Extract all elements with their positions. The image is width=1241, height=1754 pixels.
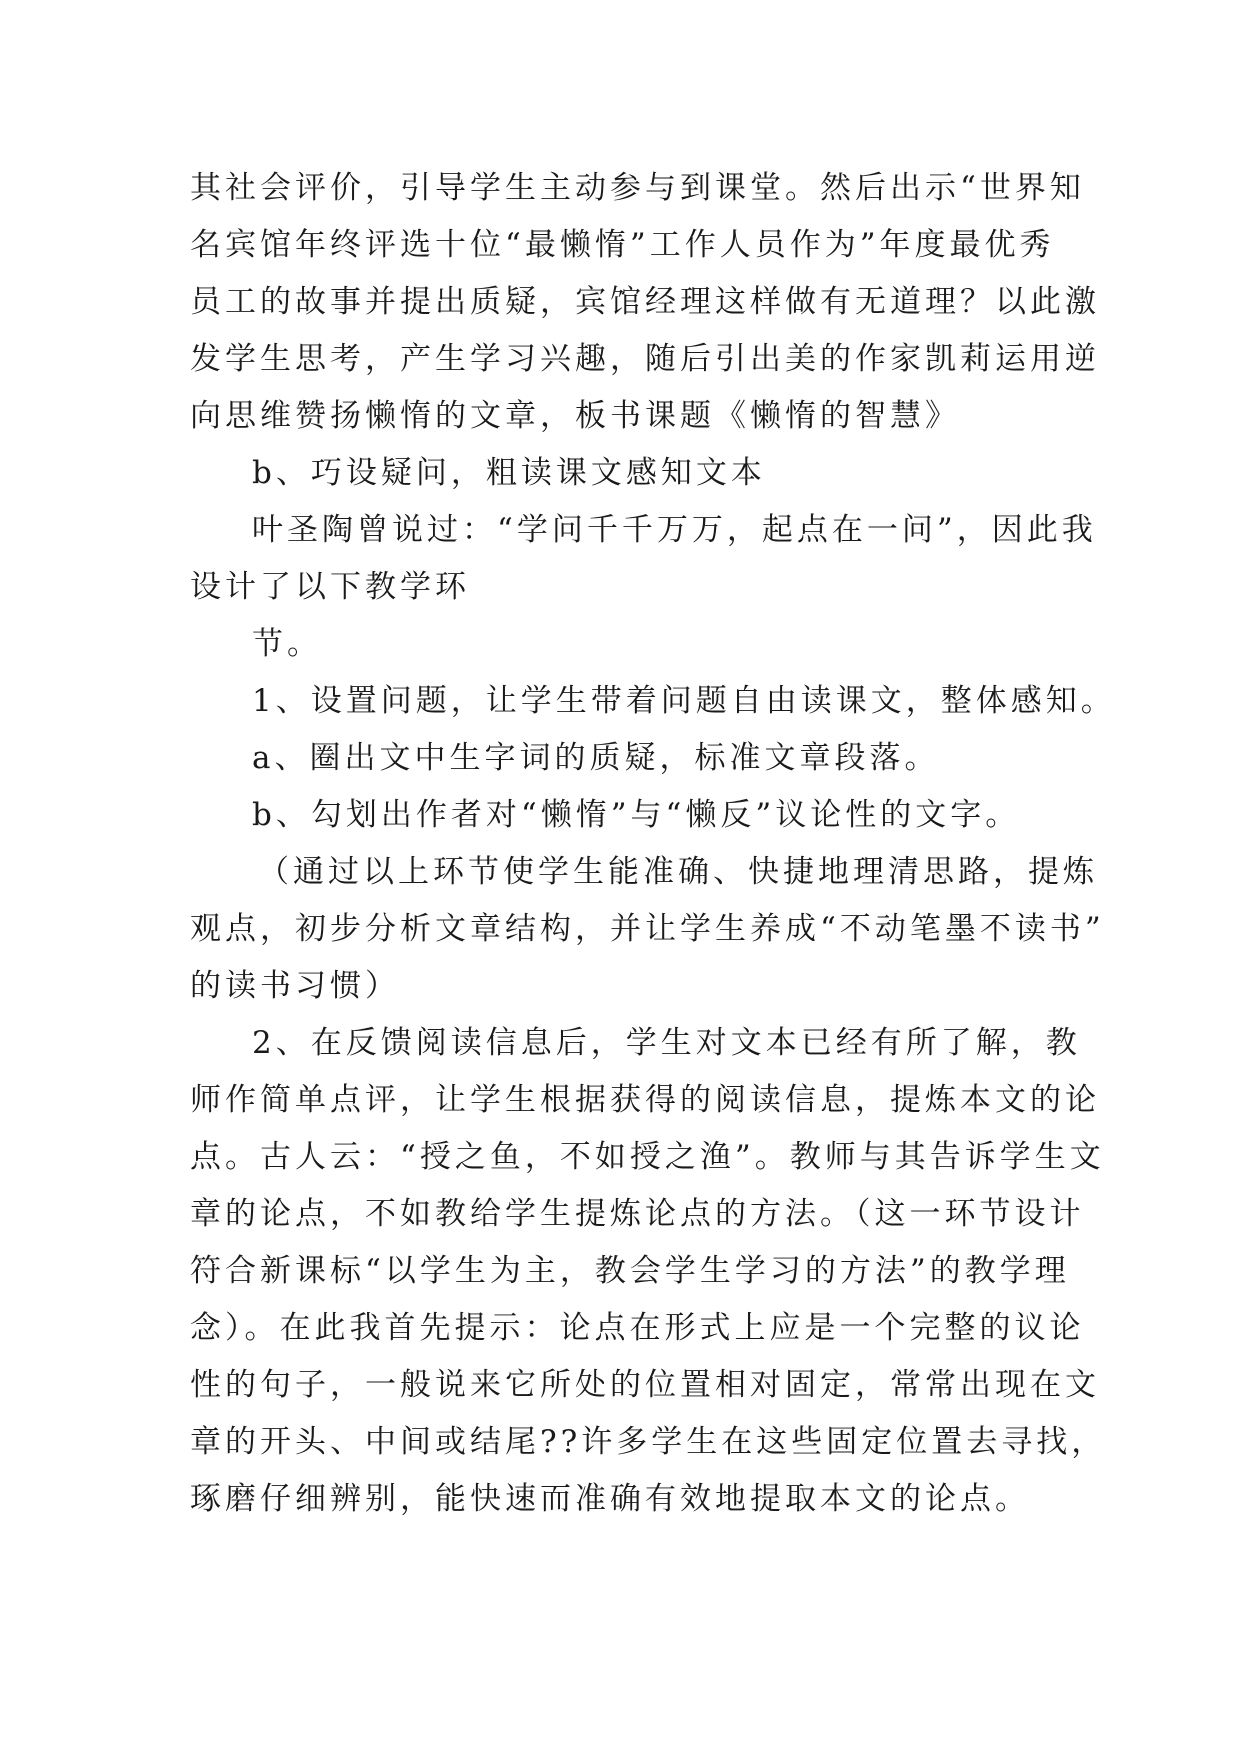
- section-heading: b、巧设疑问，粗读课文感知文本: [252, 455, 766, 491]
- text-line: 章的开头、中间或结尾??许多学生在这些固定位置去寻找，: [190, 1424, 1107, 1460]
- text-line: 性的句子，一般说来它所处的位置相对固定，常常出现在文: [190, 1367, 1100, 1403]
- text-line: 节。: [252, 626, 322, 662]
- text-line: （通过以上环节使学生能准确、快捷地理清思路，提炼: [258, 854, 1098, 890]
- list-item: 2、在反馈阅读信息后，学生对文本已经有所了解，教: [252, 1025, 1081, 1061]
- list-item: 1、设置问题，让学生带着问题自由读课文，整体感知。: [252, 683, 1116, 719]
- text-line: 设计了以下教学环: [190, 569, 470, 605]
- text-line: 叶圣陶曾说过：“学问千千万万，起点在一问”，因此我: [252, 512, 1097, 548]
- text-line: 员工的故事并提出质疑，宾馆经理这样做有无道理？以此激: [190, 284, 1100, 320]
- text-line: 名宾馆年终评选十位“最懒惰”工作人员作为”年度最优秀: [190, 227, 1055, 263]
- list-item: b、勾划出作者对“懒惰”与“懒反”议论性的文字。: [252, 797, 1021, 833]
- text-line: 章的论点，不如教给学生提炼论点的方法。（这一环节设计: [190, 1196, 1085, 1232]
- text-line: 符合新课标“以学生为主，教会学生学习的方法”的教学理: [190, 1253, 1070, 1289]
- text-line: 师作简单点评，让学生根据获得的阅读信息，提炼本文的论: [190, 1082, 1100, 1118]
- text-line: 观点，初步分析文章结构，并让学生养成“不动笔墨不读书”: [190, 911, 1105, 947]
- text-line: 的读书习惯）: [190, 968, 400, 1004]
- text-line: 向思维赞扬懒惰的文章，板书课题《懒惰的智慧》: [190, 398, 960, 434]
- text-line: 念）。在此我首先提示：论点在形式上应是一个完整的议论: [190, 1310, 1085, 1346]
- list-item: a、圈出文中生字词的质疑，标准文章段落。: [252, 740, 940, 776]
- text-line: 其社会评价，引导学生主动参与到课堂。然后出示“世界知: [190, 170, 1085, 206]
- text-line: 发学生思考，产生学习兴趣，随后引出美的作家凯莉运用逆: [190, 341, 1100, 377]
- text-line: 点。古人云：“授之鱼，不如授之渔”。教师与其告诉学生文: [190, 1139, 1105, 1175]
- text-line: 琢磨仔细辨别，能快速而准确有效地提取本文的论点。: [190, 1481, 1030, 1517]
